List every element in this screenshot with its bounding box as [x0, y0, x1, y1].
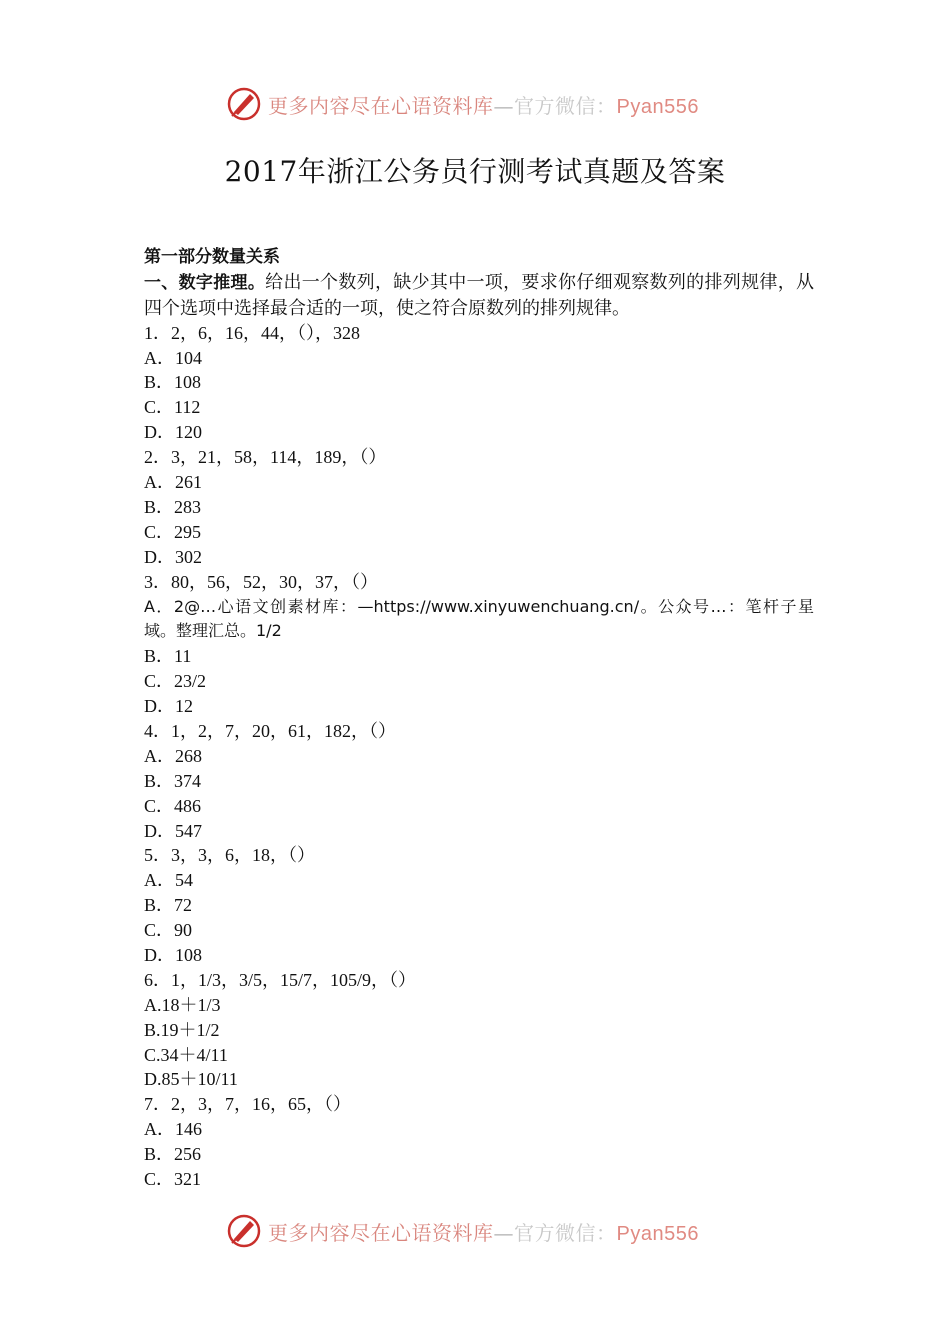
header-watermark [226, 84, 699, 124]
option-b: B．283 [144, 496, 202, 517]
question-stem: 3．80，56，52，30，37，（） [144, 571, 378, 592]
option-a: A．2@…心语文创素材库：—https://www.xinyuwenchuang.cn/。公众号…：笔杆子星域。整理汇总。1/2 [144, 596, 814, 641]
watermark-dash: — [493, 1220, 514, 1245]
option-a: A．268 [144, 745, 202, 766]
option-a: A．261 [144, 472, 202, 493]
question-6 [144, 968, 814, 1092]
option-a: A．146 [144, 1119, 202, 1140]
watermark-dash: — [493, 93, 514, 118]
watermark-wechat-id: Pyan556 [616, 95, 699, 118]
option-d: D.85＋10/11 [144, 1069, 238, 1090]
question-5 [144, 843, 814, 967]
option-b: B．374 [144, 770, 202, 791]
question-stem: 4．1，2，7，20，61，182，（） [144, 720, 396, 741]
question-4 [144, 719, 814, 843]
watermark-text: 更多内容尽在心语资料库 [268, 1220, 494, 1245]
intro-paragraph [144, 270, 814, 321]
option-b: B．108 [144, 372, 202, 393]
option-a: A．104 [144, 347, 202, 368]
question-7 [144, 1092, 814, 1192]
option-b: B．11 [144, 646, 192, 667]
watermark-wechat-id: Pyan556 [616, 1222, 699, 1245]
option-c: C．321 [144, 1169, 202, 1190]
option-d: D．12 [144, 696, 193, 717]
section-heading: 第一部分数量关系 [144, 247, 280, 267]
option-b: B.19＋1/2 [144, 1019, 220, 1040]
option-c: C．112 [144, 397, 201, 418]
question-3 [144, 570, 814, 719]
option-a: A．54 [144, 870, 193, 891]
question-stem: 5．3，3，6，18，（） [144, 845, 315, 866]
pen-logo-icon [226, 1213, 262, 1249]
pen-logo-icon [226, 86, 262, 122]
question-2 [144, 445, 814, 569]
question-stem: 1．2，6，16，44，（），328 [144, 322, 360, 343]
question-stem: 2．3，21，58，114，189，（） [144, 447, 387, 468]
option-d: D．108 [144, 945, 202, 965]
option-c: C．90 [144, 920, 193, 941]
question-stem: 7．2，3，7，16，65，（） [144, 1094, 351, 1115]
question-stem: 6．1，1/3，3/5，15/7，105/9，（） [144, 969, 417, 990]
intro-lead: 一、数字推理。 [144, 272, 266, 293]
option-c: C．295 [144, 521, 202, 542]
document-body [144, 245, 814, 1192]
footer-watermark [226, 1211, 699, 1251]
option-d: D．547 [144, 820, 202, 841]
option-b: B．72 [144, 895, 193, 916]
watermark-label: 官方微信： [514, 93, 617, 118]
watermark-label: 官方微信： [514, 1220, 617, 1245]
option-c: C.34＋4/11 [144, 1044, 228, 1065]
option-c: C．23/2 [144, 671, 207, 692]
intro-text: 给出一个数列，缺少其中一项，要求你仔细观察数列的排列规律，从四个选项中选择最合适的一项，使之符合原数列的排列规律。 [144, 271, 814, 318]
document-title: 2017年浙江公务员行测考试真题及答案 [224, 155, 726, 188]
option-c: C．486 [144, 795, 202, 816]
question-1 [144, 321, 814, 445]
option-d: D．120 [144, 422, 202, 443]
watermark-text: 更多内容尽在心语资料库 [268, 93, 494, 118]
option-b: B．256 [144, 1144, 202, 1165]
option-d: D．302 [144, 546, 202, 567]
option-a: A.18＋1/3 [144, 994, 221, 1015]
